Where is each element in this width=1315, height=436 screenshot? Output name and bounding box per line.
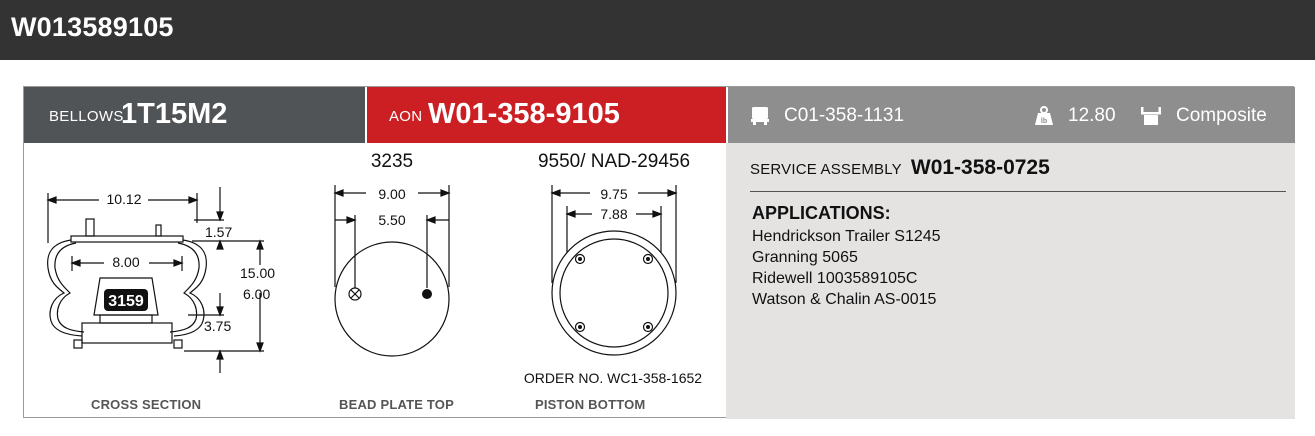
applications-heading: APPLICATIONS:: [752, 203, 891, 223]
application-item: Granning 5065: [752, 249, 858, 266]
bellows-value: 1T15M2: [121, 98, 228, 130]
service-assembly-value: W01-358-0725: [910, 156, 1050, 179]
piston-icon: [1140, 106, 1162, 126]
application-item: Watson & Chalin AS-0015: [752, 291, 937, 308]
piston-material-value: Composite: [1176, 105, 1267, 126]
bracket-part-value: C01-358-1131: [784, 105, 905, 126]
aon-label: AON: [389, 108, 423, 125]
bead-plate-title: 3235: [370, 151, 414, 172]
aon-header: [365, 87, 726, 143]
weight-value: 12.80: [1068, 105, 1116, 126]
cross-section-drawing: [48, 187, 264, 373]
svg-text:lb: lb: [1040, 118, 1048, 125]
dim-bead-outer: 9.00: [378, 186, 406, 202]
dim-piston-inner: 7.88: [600, 206, 628, 222]
air-fitting-dot: [422, 289, 432, 299]
bracket-part: [750, 105, 904, 127]
weight-icon: [1034, 106, 1054, 126]
bellows-label: BELLOWS: [49, 108, 124, 125]
dim-piston-width: 8.00: [112, 254, 140, 270]
meta-header: [726, 87, 1295, 143]
piston-bolt-holes: [578, 257, 650, 329]
divider: [750, 191, 1286, 192]
bellows-header: [24, 87, 365, 143]
dim-height-min: 3.75: [204, 318, 232, 334]
piston-bottom-title: 9550/ NAD-29456: [537, 151, 691, 172]
technical-drawings: [24, 143, 726, 419]
service-assembly-label: SERVICE ASSEMBLY: [750, 161, 902, 178]
cross-section-caption: CROSS SECTION: [91, 397, 202, 412]
top-bar: [0, 0, 1315, 60]
piston-bottom-caption: PISTON BOTTOM: [535, 397, 646, 412]
dim-height-max: 15.00: [240, 265, 276, 281]
application-item: Ridewell 1003589105C: [752, 270, 918, 287]
piston-number: 3159: [108, 293, 144, 310]
weight: [1034, 105, 1116, 127]
applications: [752, 203, 941, 310]
dim-overall-width: 10.12: [106, 191, 142, 207]
service-assembly: [750, 156, 1050, 180]
order-number: ORDER NO. WC1-358-1652: [523, 370, 703, 386]
drawings-area: [24, 143, 726, 419]
bracket-icon: [750, 106, 770, 126]
info-panel: [726, 143, 1295, 419]
product-card: [23, 86, 1294, 418]
dim-piston-outer: 9.75: [600, 186, 628, 202]
page-title: W013589105: [11, 12, 174, 42]
bead-plate-drawing: [335, 185, 449, 356]
dim-height-design: 6.00: [243, 286, 271, 302]
piston-material: [1140, 105, 1267, 127]
aon-value: W01-358-9105: [428, 98, 620, 130]
dim-bead-inner: 5.50: [378, 212, 406, 228]
bead-plate-caption: BEAD PLATE TOP: [339, 397, 454, 412]
application-item: Hendrickson Trailer S1245: [752, 228, 941, 245]
dim-top-offset: 1.57: [205, 224, 233, 240]
